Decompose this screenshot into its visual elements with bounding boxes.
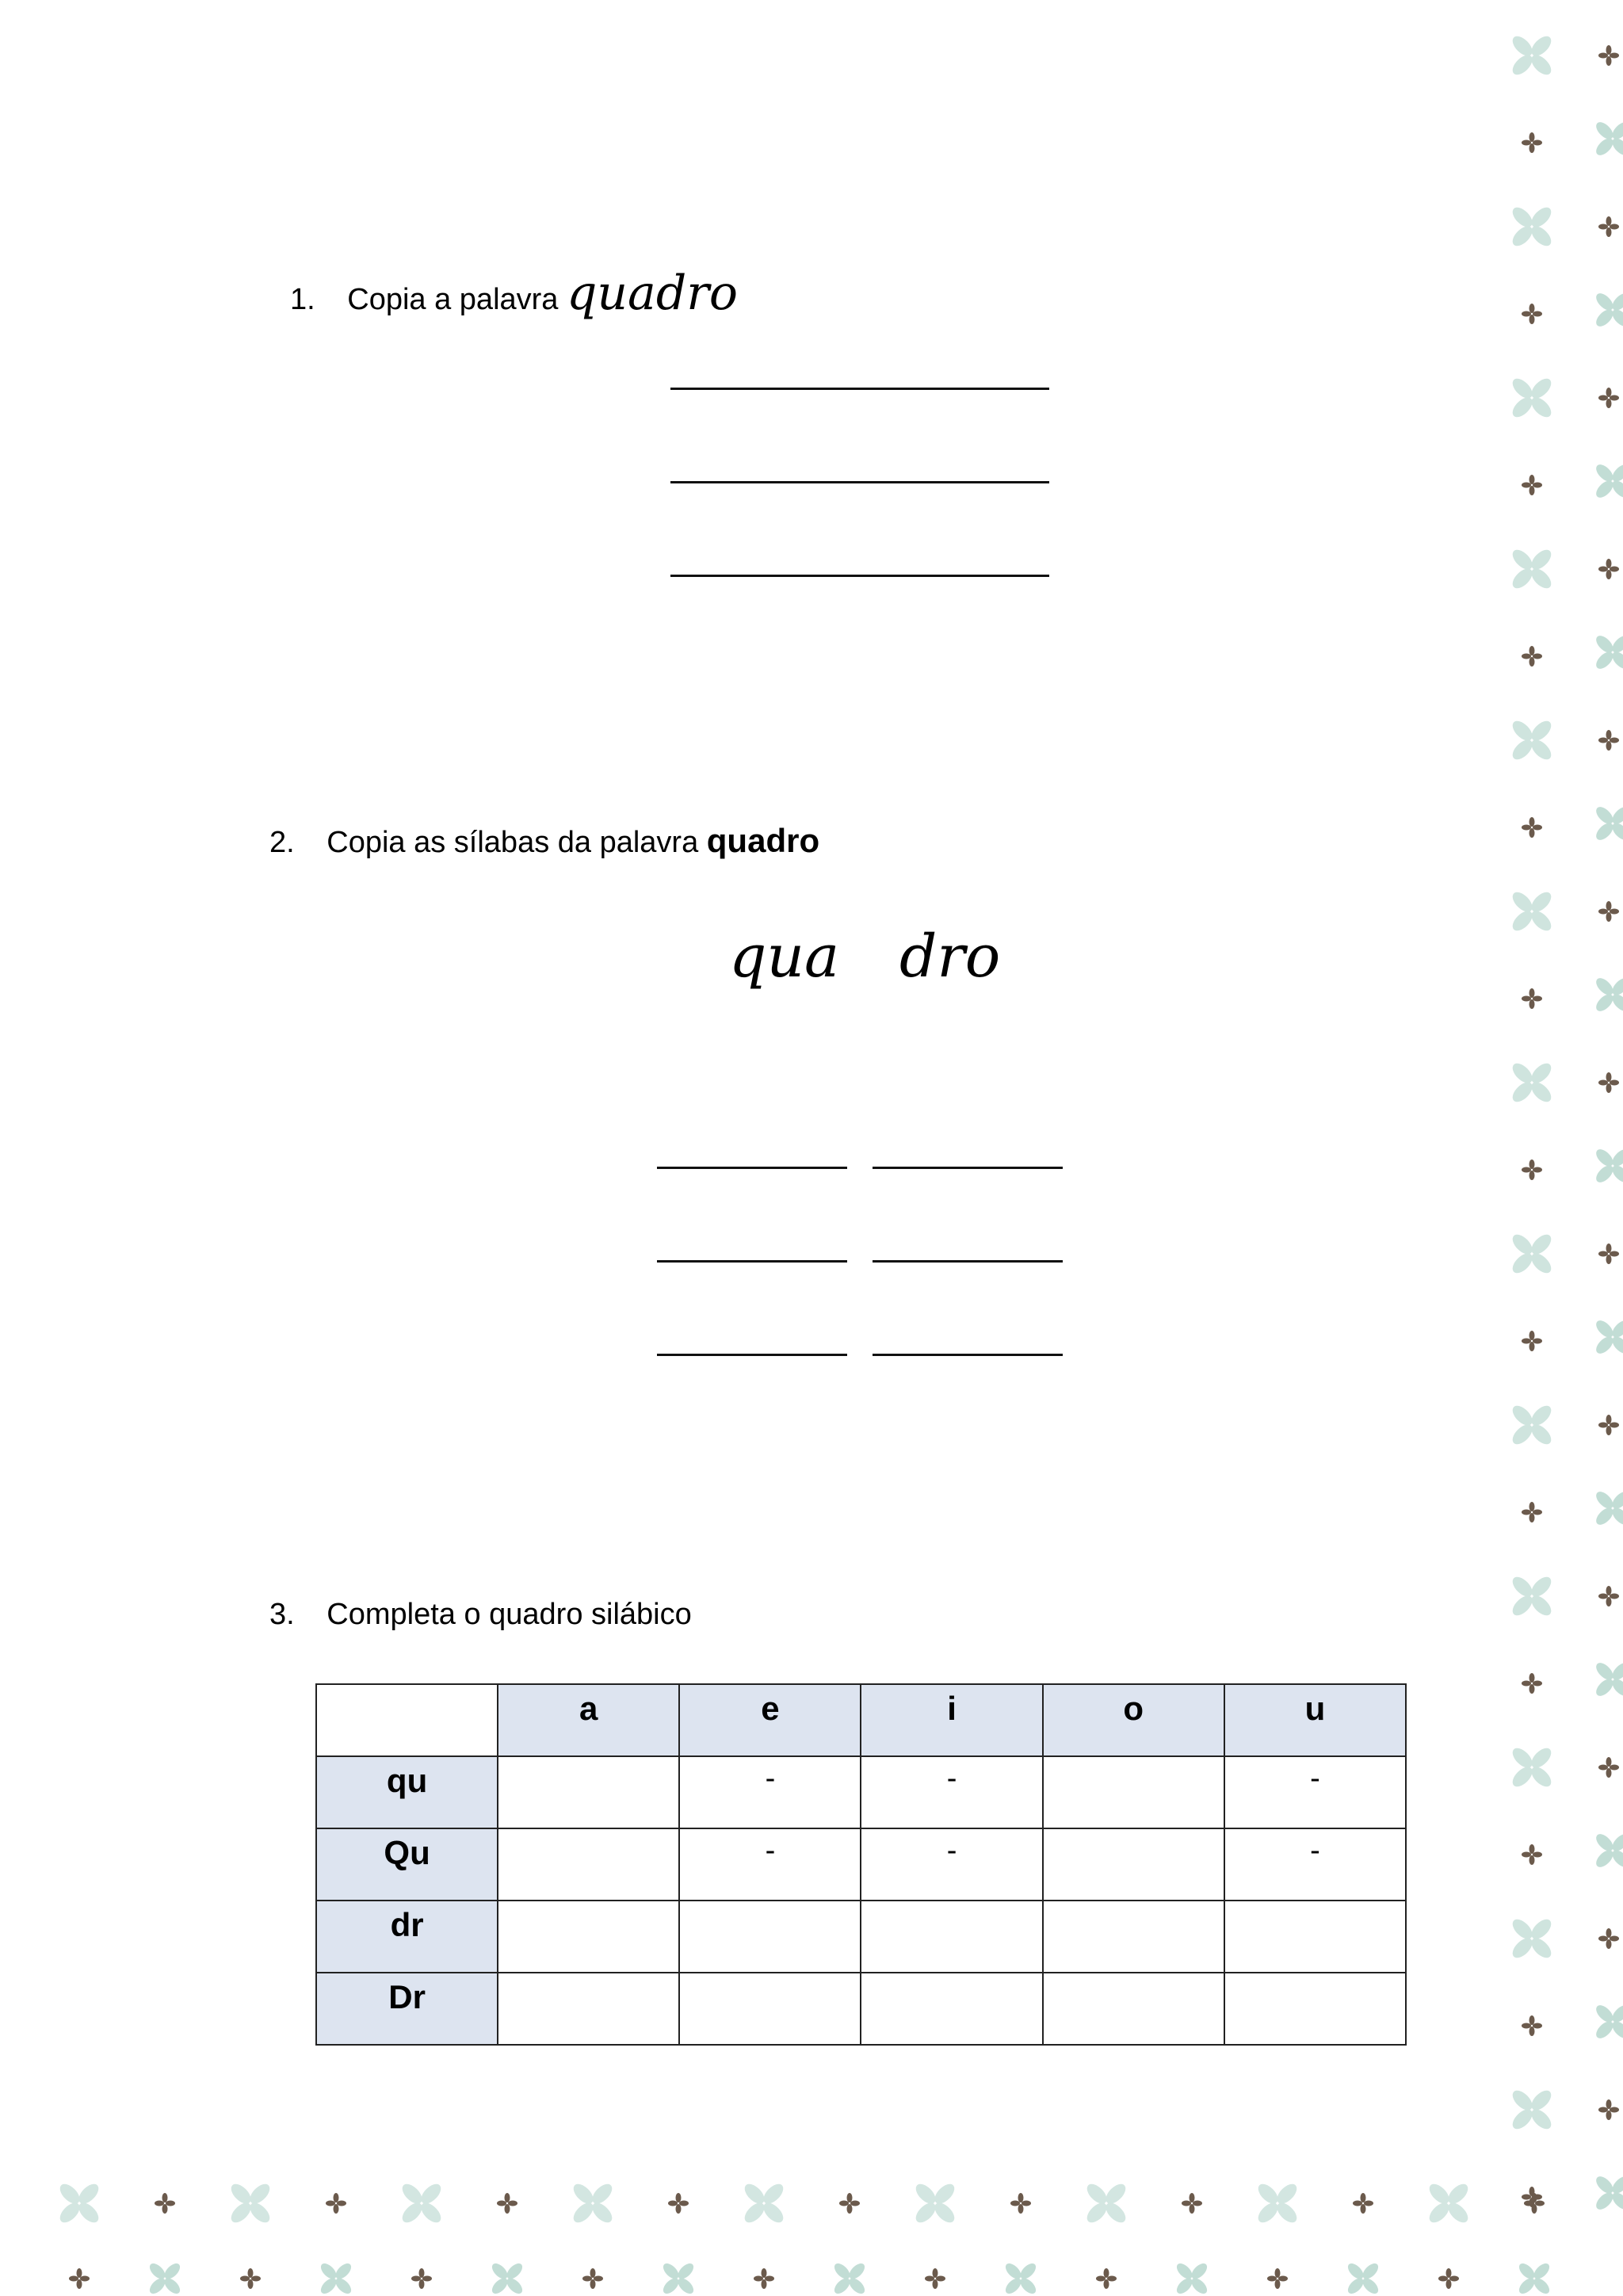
column-header-e: e (679, 1684, 861, 1756)
table-cell[interactable] (498, 1901, 679, 1973)
flower-icon (69, 2268, 90, 2289)
table-cell: - (679, 1756, 861, 1828)
flower-icon (1522, 304, 1542, 324)
flower-icon (831, 2260, 867, 2296)
flower-icon (1509, 1916, 1554, 1961)
table-row (316, 1828, 1406, 1901)
floral-border-bottom (0, 2172, 1623, 2296)
flower-icon (1509, 717, 1554, 762)
flower-icon (1174, 2260, 1209, 2296)
table-cell: - (1224, 1756, 1406, 1828)
flower-icon (1522, 475, 1542, 495)
exercise-1-text: Copia a palavra (347, 283, 559, 316)
flower-icon (489, 2260, 525, 2296)
flower-icon (1598, 559, 1619, 579)
flower-icon (1509, 2087, 1554, 2132)
flower-icon (1598, 2099, 1619, 2120)
exercise-1-word: quadro (567, 266, 739, 321)
table-cell[interactable] (498, 1828, 679, 1901)
syllable-table (315, 1683, 1407, 2046)
flower-icon (668, 2193, 689, 2214)
exercise-3-text: Completa o quadro silábico (327, 1598, 692, 1631)
flower-icon (1254, 2180, 1300, 2225)
flower-icon (1509, 1402, 1554, 1447)
flower-icon (1083, 2180, 1128, 2225)
flower-icon (1522, 1502, 1542, 1522)
flower-icon (1522, 988, 1542, 1009)
flower-icon (1598, 1928, 1619, 1949)
flower-icon (1598, 1757, 1619, 1778)
flower-icon (1010, 2193, 1031, 2214)
table-cell: - (861, 1828, 1042, 1901)
table-cell[interactable] (1043, 1901, 1224, 1973)
flower-icon (399, 2180, 444, 2225)
syllable-1: qua (729, 923, 840, 991)
flower-icon (839, 2193, 860, 2214)
row-header-Qu: Qu (316, 1828, 498, 1901)
flower-icon (1598, 1244, 1619, 1264)
exercise-2-prompt (269, 824, 819, 858)
row-header-Dr: Dr (316, 1973, 498, 2045)
flower-icon (326, 2193, 346, 2214)
table-header-row (316, 1684, 1406, 1756)
flower-icon (1509, 375, 1554, 420)
flower-icon (1522, 646, 1542, 667)
syllable-line-1b[interactable] (873, 1167, 1063, 1169)
table-cell[interactable] (679, 1973, 861, 2045)
flower-icon (1598, 216, 1619, 237)
flower-icon (1593, 632, 1623, 671)
table-row (316, 1973, 1406, 2045)
column-header-i: i (861, 1684, 1042, 1756)
syllable-line-3a[interactable] (657, 1354, 847, 1356)
flower-icon (1522, 1844, 1542, 1865)
flower-icon (1593, 1660, 1623, 1698)
flower-icon (1509, 1231, 1554, 1276)
writing-line-1[interactable] (670, 388, 1049, 390)
row-header-qu: qu (316, 1756, 498, 1828)
flower-icon (1345, 2260, 1381, 2296)
flower-icon (1509, 32, 1554, 78)
syllable-line-2a[interactable] (657, 1260, 847, 1263)
flower-icon (741, 2180, 786, 2225)
flower-icon (1593, 290, 1623, 329)
exercise-2-text: Copia as sílabas da palavra (327, 826, 699, 859)
flower-icon (1267, 2268, 1288, 2289)
table-row (316, 1901, 1406, 1973)
table-cell[interactable] (1043, 1828, 1224, 1901)
table-cell: - (1224, 1828, 1406, 1901)
flower-icon (1593, 1488, 1623, 1527)
exercise-3-number: 3. (269, 1598, 295, 1631)
flower-icon (754, 2268, 774, 2289)
flower-icon (1522, 1673, 1542, 1694)
flower-icon (1598, 45, 1619, 66)
syllable-line-1a[interactable] (657, 1167, 847, 1169)
flower-icon (1593, 1317, 1623, 1356)
exercise-1-number: 1. (290, 283, 315, 316)
table-row (316, 1756, 1406, 1828)
flower-icon (1593, 1146, 1623, 1185)
flower-icon (497, 2193, 517, 2214)
exercise-2-word: quadro (706, 822, 820, 859)
flower-icon (1524, 2193, 1545, 2214)
flower-icon (1522, 1331, 1542, 1351)
flower-icon (227, 2180, 273, 2225)
table-cell[interactable] (1043, 1973, 1224, 2045)
column-header-u: u (1224, 1684, 1406, 1756)
flower-icon (1593, 2002, 1623, 2041)
syllable-2: dro (899, 923, 1001, 991)
table-cell[interactable] (1043, 1756, 1224, 1828)
table-cell: - (679, 1828, 861, 1901)
table-cell[interactable] (1224, 1973, 1406, 2045)
flower-icon (411, 2268, 432, 2289)
flower-icon (240, 2268, 261, 2289)
flower-icon (1353, 2193, 1373, 2214)
flower-icon (1509, 1744, 1554, 1790)
flower-icon (147, 2260, 182, 2296)
flower-icon (1522, 2015, 1542, 2036)
flower-icon (1593, 119, 1623, 158)
flower-icon (1598, 901, 1619, 922)
syllable-line-3b[interactable] (873, 1354, 1063, 1356)
flower-icon (1509, 1060, 1554, 1105)
flower-icon (1509, 888, 1554, 934)
flower-icon (1593, 461, 1623, 500)
table-cell[interactable] (498, 1973, 679, 2045)
flower-icon (1509, 204, 1554, 249)
flower-icon (570, 2180, 615, 2225)
flower-icon (1002, 2260, 1038, 2296)
flower-icon (1598, 1415, 1619, 1435)
flower-icon (1593, 975, 1623, 1014)
table-cell[interactable] (498, 1756, 679, 1828)
flower-icon (1522, 1159, 1542, 1180)
flower-icon (1096, 2268, 1117, 2289)
exercise-2-number: 2. (269, 826, 295, 859)
flower-icon (1426, 2180, 1471, 2225)
table-cell[interactable] (679, 1901, 861, 1973)
floral-border-right (1502, 0, 1623, 2296)
flower-icon (912, 2180, 957, 2225)
syllable-line-2b[interactable] (873, 1260, 1063, 1263)
flower-icon (1598, 1586, 1619, 1606)
table-cell[interactable] (1224, 1901, 1406, 1973)
flower-icon (660, 2260, 696, 2296)
column-header-o: o (1043, 1684, 1224, 1756)
flower-icon (155, 2193, 175, 2214)
flower-icon (318, 2260, 353, 2296)
exercise-3-prompt (269, 1599, 692, 1629)
writing-line-2[interactable] (670, 481, 1049, 483)
flower-icon (56, 2180, 101, 2225)
table-cell[interactable] (861, 1901, 1042, 1973)
writing-line-3[interactable] (670, 575, 1049, 577)
flower-icon (1522, 132, 1542, 153)
flower-icon (1438, 2268, 1459, 2289)
flower-icon (1598, 730, 1619, 751)
flower-icon (1522, 817, 1542, 838)
exercise-1-prompt (290, 266, 739, 321)
table-cell[interactable] (861, 1973, 1042, 2045)
flower-icon (1598, 388, 1619, 408)
flower-icon (1516, 2260, 1552, 2296)
flower-icon (1509, 546, 1554, 591)
flower-icon (1593, 804, 1623, 842)
flower-icon (925, 2268, 945, 2289)
table-cell: - (861, 1756, 1042, 1828)
row-header-dr: dr (316, 1901, 498, 1973)
column-header-a: a (498, 1684, 679, 1756)
flower-icon (1598, 1072, 1619, 1093)
table-corner-cell (316, 1684, 498, 1756)
flower-icon (1593, 1831, 1623, 1870)
flower-icon (582, 2268, 603, 2289)
flower-icon (1182, 2193, 1202, 2214)
flower-icon (1509, 1573, 1554, 1618)
